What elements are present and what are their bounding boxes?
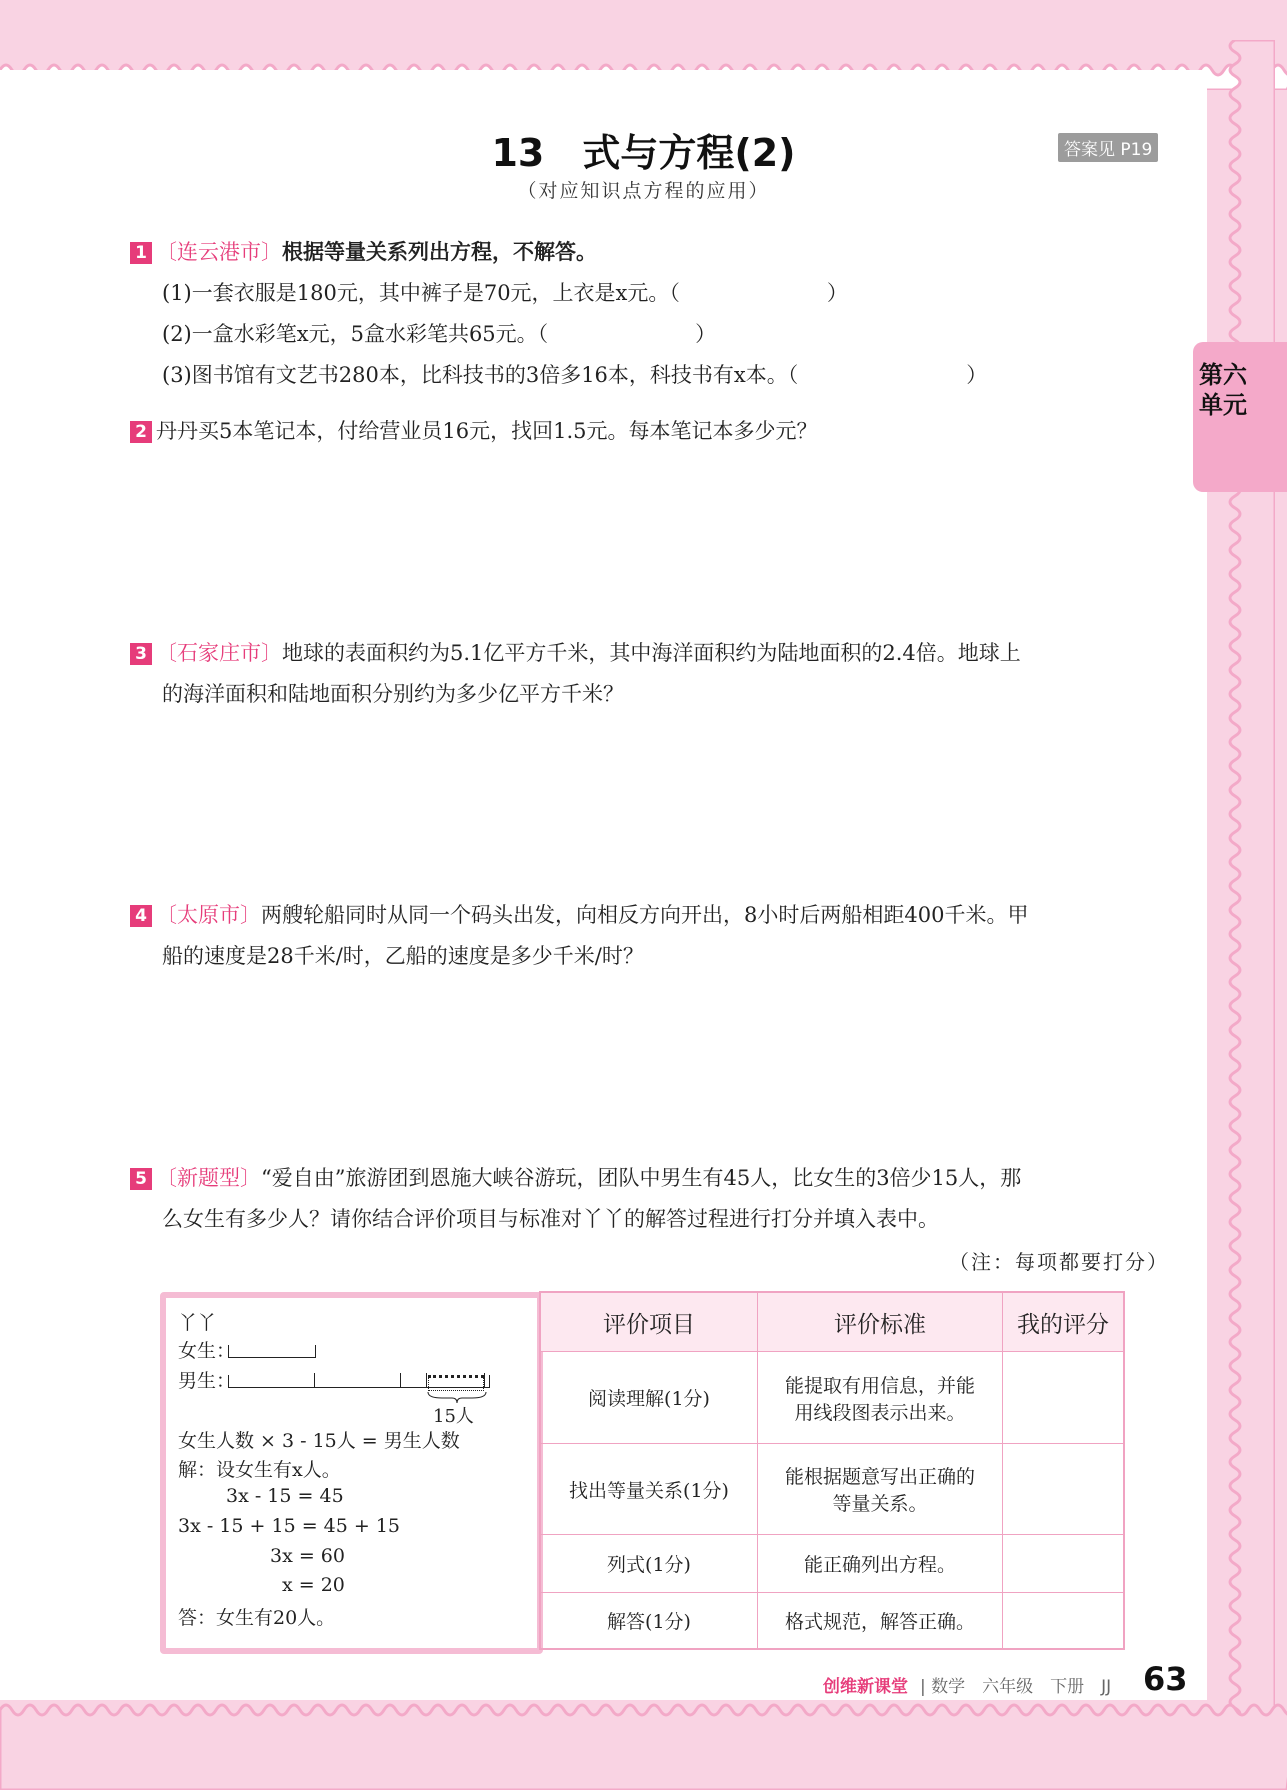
work-line: 3x = 60: [270, 1545, 345, 1567]
eval-standard-line: 能正确列出方程。: [803, 1554, 956, 1576]
page-title: 13 式与方程(2): [491, 131, 796, 175]
question-5: [130, 1158, 1021, 1240]
page-number: 63: [1143, 1660, 1188, 1698]
segment-tick: [400, 1373, 401, 1387]
eval-standard-line: 能提取有用信息，并能: [784, 1374, 975, 1397]
score-cell[interactable]: [1003, 1593, 1125, 1649]
answer-reference-badge: 答案见 P19: [1058, 133, 1158, 162]
work-line: 女生人数 × 3 - 15人 = 男生人数: [178, 1430, 460, 1452]
eval-standard-line: 用线段图表示出来。: [794, 1401, 966, 1424]
table-header-row: [540, 1292, 1124, 1352]
segment-tick: [314, 1373, 315, 1387]
question-note: （注：每项都要打分）: [949, 1250, 1169, 1274]
student-name: 丫丫: [178, 1312, 217, 1334]
footer-meta: | 数学 六年级 下册 JJ: [920, 1677, 1112, 1697]
question-text: 么女生有多少人？请你结合评价项目与标准对丫丫的解答过程进行打分并填入表中。: [162, 1207, 939, 1231]
work-line: 解：设女生有x人。: [178, 1459, 341, 1481]
eval-item: 解答(1分): [540, 1593, 758, 1649]
score-cell[interactable]: [1003, 1535, 1125, 1593]
eval-standard-line: 等量关系。: [832, 1493, 928, 1515]
table-row: [540, 1593, 1124, 1649]
girls-label: 女生：: [178, 1340, 236, 1362]
question-part: (3)图书馆有文艺书280本，比科技书的3倍多16本，科技书有x本。（ ）: [162, 363, 988, 387]
question-number-badge: 4: [130, 905, 152, 927]
extra-dotted-segment: [428, 1375, 484, 1391]
question-2: [130, 411, 817, 452]
eval-item: 找出等量关系(1分): [540, 1444, 758, 1535]
question-source-tag: 〔新题型〕: [156, 1166, 261, 1190]
work-line: 3x - 15 = 45: [226, 1485, 344, 1507]
question-prompt: 根据等量关系列出方程，不解答。: [282, 240, 597, 264]
eval-standard: [758, 1593, 1003, 1649]
work-line: 3x - 15 + 15 = 45 + 15: [178, 1515, 401, 1537]
question-text: 船的速度是28千米/时，乙船的速度是多少千米/时？: [162, 944, 644, 968]
eval-standard: [758, 1535, 1003, 1593]
table-row: [540, 1535, 1124, 1593]
question-text: 地球的表面积约为5.1亿平方千米，其中海洋面积约为陆地面积的2.4倍。地球上: [282, 641, 1021, 665]
student-work-box: [160, 1292, 543, 1654]
segment-tick: [484, 1373, 485, 1387]
work-line: 答：女生有20人。: [178, 1607, 336, 1629]
eval-standard: [758, 1352, 1003, 1444]
unit-side-tab-label: 第六单元: [1199, 361, 1247, 419]
question-source-tag: 〔石家庄市〕: [156, 641, 282, 665]
wavy-border-bottom: [0, 1690, 1287, 1790]
question-number-badge: 5: [130, 1168, 152, 1190]
question-number-badge: 2: [130, 421, 152, 443]
score-cell[interactable]: [1003, 1352, 1125, 1444]
question-source-tag: 〔太原市〕: [156, 903, 261, 927]
footer-brand: 创维新课堂: [823, 1677, 908, 1697]
brace-label: 15人: [433, 1406, 474, 1427]
evaluation-table: [539, 1291, 1125, 1650]
question-4: [130, 895, 1028, 977]
eval-standard: [758, 1444, 1003, 1535]
table-row: [540, 1352, 1124, 1444]
question-text: “爱自由”旅游团到恩施大峡谷游玩，团队中男生有45人，比女生的3倍少15人，那: [261, 1166, 1022, 1190]
score-cell[interactable]: [1003, 1444, 1125, 1535]
segment-tick: [426, 1373, 427, 1387]
question-number-badge: 1: [130, 242, 152, 264]
boys-label: 男生：: [178, 1370, 236, 1392]
question-text: 丹丹买5本笔记本，付给营业员16元，找回1.5元。每本笔记本多少元？: [156, 419, 818, 443]
question-part: (2)一盒水彩笔x元，5盒水彩笔共65元。（ ）: [162, 322, 717, 346]
question-1: [130, 232, 987, 396]
question-3: [130, 633, 1021, 715]
question-text: 的海洋面积和陆地面积分别约为多少亿平方千米？: [162, 682, 624, 706]
table-header: 我的评分: [1003, 1292, 1125, 1352]
table-header: 评价标准: [758, 1292, 1003, 1352]
wavy-border-right: [1195, 40, 1275, 1740]
girls-segment-line: [228, 1345, 316, 1358]
eval-item: 阅读理解(1分): [540, 1352, 758, 1444]
question-text: 两艘轮船同时从同一个码头出发，向相反方向开出，8小时后两船相距400千米。甲: [261, 903, 1029, 927]
question-part: (1)一套衣服是180元，其中裤子是70元，上衣是x元。（ ）: [162, 281, 848, 305]
page-subtitle: （对应知识点方程的应用）: [517, 180, 770, 202]
eval-standard-line: 能根据题意写出正确的: [784, 1466, 975, 1488]
question-number-badge: 3: [130, 643, 152, 665]
work-line: x = 20: [282, 1574, 345, 1596]
question-source-tag: 〔连云港市〕: [156, 240, 282, 264]
eval-item: 列式(1分): [540, 1535, 758, 1593]
table-header: 评价项目: [540, 1292, 758, 1352]
table-row: [540, 1444, 1124, 1535]
eval-standard-line: 格式规范，解答正确。: [784, 1610, 975, 1633]
